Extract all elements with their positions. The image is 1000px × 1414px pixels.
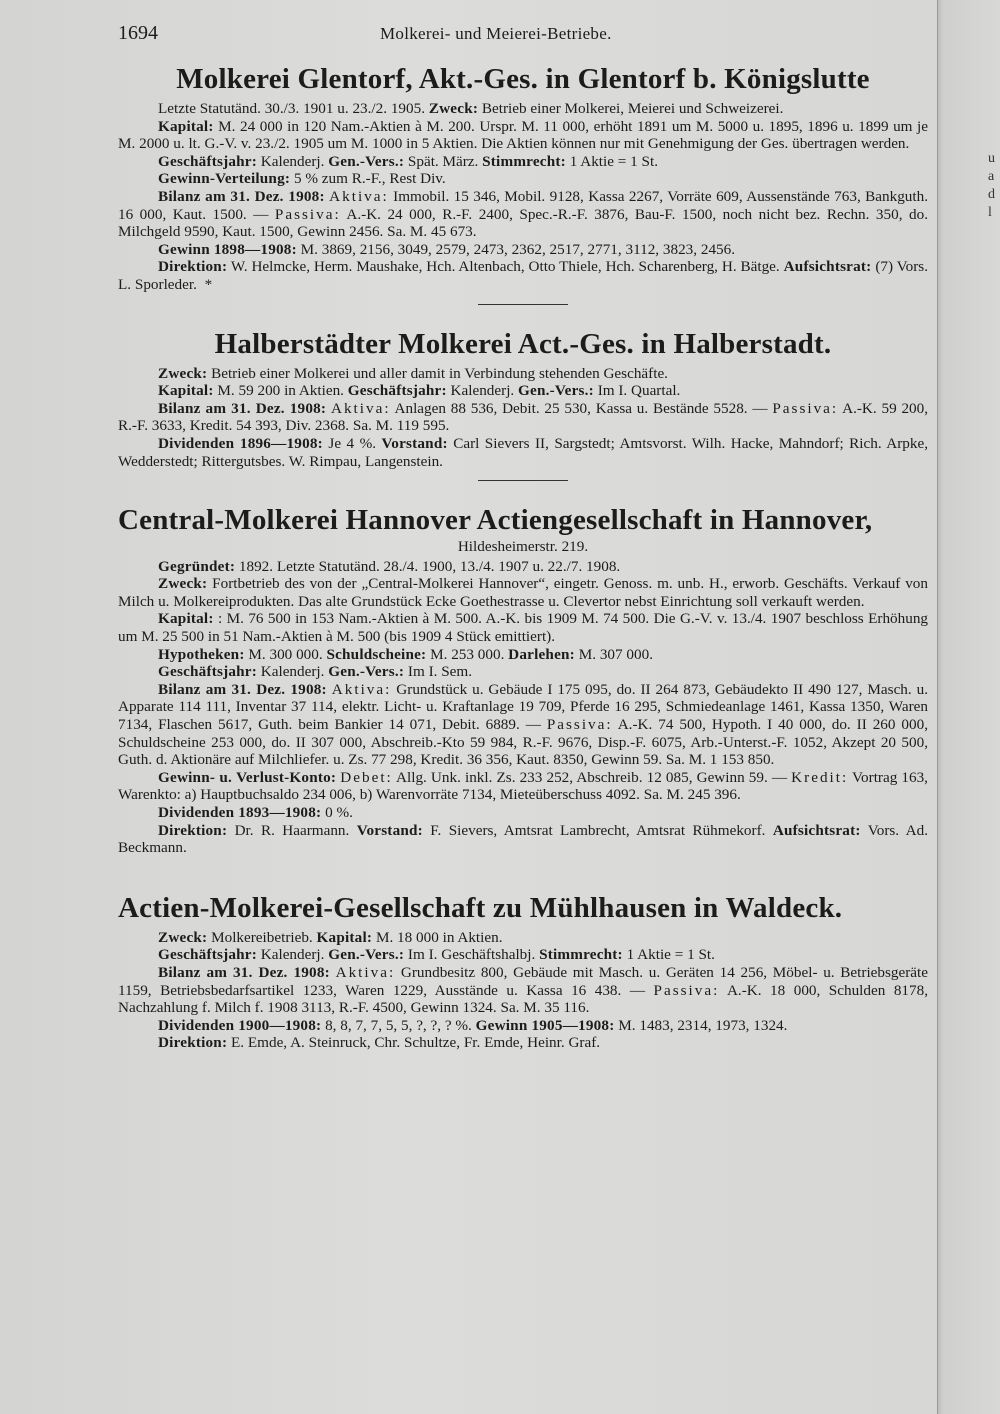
passiva-text: A.-K. 59 200, R.-F. 3633, Kredit. 54 393, Div. 2368. Sa. M. 119 595. [118,399,929,435]
gewinn-verteilung-text: 5 % zum R.-F., Rest Div. [293,170,446,188]
entry-text [118,153,928,171]
label-geschaeftsjahr: Geschäftsjahr: [347,382,447,400]
passiva-text: A.-K. 24 000, R.-F. 2400, Spec.-R.-F. 3876, Bau-F. 1500, noch nicht bez. Rechn. 350, do. Milchgeld 9590, Kaut. 1500, Gewinn 2456. Sa. M. 45 673. [118,205,928,241]
label-gewinn-verlust: Gewinn- u. Verlust-Konto: [158,768,337,786]
entry-text [118,118,928,153]
aktiva-text: Grundbesitz 800, Gebäude mit Masch. u. Geräten 14 256, Möbel- u. Betriebsgeräte 1159, Betriebsbedarfsartikel 1233, Waren 1229, Ausstände u. Kassa 16 438. — [118,963,929,999]
schuldscheine-text: M. 253 000. [430,645,505,663]
kapital-text: M. 18 000 in Aktien. [375,928,503,946]
aktiva-text: Grundstück u. Gebäude I 175 095, do. II 264 873, Gebäudekto II 490 127, Masch. u. Apparate 114 111, Inventar 37 114, elektr. Licht- u. Kraftanlage 19 709, Pferde 16 295, Schmiedeanlage 1461, Kassa 1350, Waren 7134, Flaschen 5617, Guth. beim Bankier 14 071, Debit. 6889. — [118,680,929,734]
entry-text [118,929,928,947]
entry-text [118,558,928,576]
label-dividenden: Dividenden 1900—1908: [158,1016,322,1034]
label-gen-vers: Gen.-Vers.: [328,946,405,964]
entry-central-molkerei-hannover [118,503,928,857]
margin-fragment: l [988,205,992,220]
aufsichtsrat-text: Vors. Ad. Beckmann. [118,821,928,857]
label-kapital: Kapital: [158,610,214,628]
entry-text [118,365,928,383]
direktion-text: W. Helmcke, Herm. Maushake, Hch. Altenbach, Otto Thiele, Hch. Scharenberg, H. Bätge. [230,258,780,276]
label-bilanz: Bilanz am 31. Dez. 1908: [158,680,327,698]
geschaeftsjahr-text: Kalenderj. [260,946,325,964]
label-aufsichtsrat: Aufsichtsrat: [783,258,872,276]
label-gen-vers: Gen.-Vers.: [518,382,594,400]
entry-text [118,258,928,293]
entry-text [118,575,928,610]
label-bilanz: Bilanz am 31. Dez. 1908: [158,399,327,417]
page-number: 1694 [118,22,158,44]
kapital-text: M. 59 200 in Aktien. [217,382,344,400]
label-passiva: Passiva: [546,716,613,734]
label-geschaeftsjahr: Geschäftsjahr: [158,946,257,964]
debet-text: Allg. Unk. inkl. Zs. 233 252, Abschreib. 12 085, Gewinn 59. — [396,768,788,786]
vorstand-text: F. Sievers, Amtsrat Lambrecht, Amtsrat Rühmekorf. [430,821,766,839]
label-gewinn: Gewinn 1898—1908: [158,240,297,258]
label-aktiva: Aktiva: [331,680,392,698]
entry-text [118,188,928,241]
label-zweck: Zweck: [158,575,208,593]
entry-title: Actien-Molkerei-Gesellschaft zu Mühlhausen in Waldeck. [118,891,843,924]
gen-vers-text: Im I. Quartal. [597,382,681,400]
dividenden-text: Je 4 %. [328,434,377,452]
entry-actien-molkerei-muehlhausen [118,891,928,1052]
dividenden-text: 8, 8, 7, 7, 5, 5, ?, ?, ? %. [325,1016,472,1034]
zweck-text: Betrieb einer Molkerei, Meierei und Schweizerei. [481,100,784,117]
running-title: Molkerei- und Meierei-Betriebe. [380,24,612,43]
label-vorstand: Vorstand: [381,434,448,452]
label-bilanz: Bilanz am 31. Dez. 1908: [158,187,325,205]
zweck-text: Betrieb einer Molkerei und aller damit in Verbindung stehenden Geschäfte. [211,364,668,382]
entry-text [118,610,928,645]
separator-rule [478,304,568,305]
label-kapital: Kapital: [158,382,214,400]
vorstand-text: Carl Sievers II, Sargstedt; Amtsvorst. Wilh. Hacke, Mahndorf; Rich. Arpke, Wedderstedt; Rittergutsbes. W. Rimpau, Langenstein. [118,434,929,470]
kredit-text: Vortrag 163, Warenkto: a) Hauptbuchsaldo 234 006, b) Warenvorräte 7134, Mieteüberschuss 4092. Sa. M. 245 396. [118,768,928,804]
kapital-text: M. 24 000 in 120 Nam.-Aktien à M. 200. Urspr. M. 11 000, erhöht 1891 um M. 5000 u. 1895, 1896 u. 1899 um je M. 2000 u. lt. G.-V. v. 23./2. 1905 um M. 1000 in 5 Aktien. Die Aktien können nur mit Genehmigung der Ges. übertragen werden. [118,117,929,153]
page-content [118,62,928,1052]
gen-vers-text: Im I. Sem. [407,663,473,681]
label-geschaeftsjahr: Geschäftsjahr: [158,152,257,170]
entry-text [118,241,928,259]
label-kapital: Kapital: [316,928,373,946]
entry-text [118,400,928,435]
label-passiva: Passiva: [653,981,720,999]
label-dividenden: Dividenden 1896—1908: [158,434,323,452]
running-head [118,22,938,48]
entry-text [118,663,928,681]
entry-text [118,646,928,664]
separator-rule [478,480,568,481]
label-direktion: Direktion: [158,258,228,276]
label-vorstand: Vorstand: [356,821,423,839]
zweck-text: Fortbetrieb des von der „Central-Molkerei Hannover“, eingetr. Genoss. m. unb. H., erworb. Geschäfts. Verkauf von Milch u. Molkereiprodukten. Das alte Grundstück Ecke Goethestrasse u. Clevertor nebst Einrichtung soll verkauft werden. [118,575,928,610]
margin-fragment: d [988,187,995,202]
entry-text [118,769,928,804]
label-gen-vers: Gen.-Vers.: [328,152,405,170]
label-gewinn: Gewinn 1905—1908: [475,1016,615,1034]
label-schuldscheine: Schuldscheine: [326,645,427,663]
label-dividenden: Dividenden 1893—1908: [158,804,322,821]
aktiva-text: Immobil. 15 346, Mobil. 9128, Kassa 2267, Vorräte 609, Aussenstände 763, Bankguth. 16 000, Kaut. 1500. — [118,187,929,223]
label-aktiva: Aktiva: [331,399,391,417]
entry-text [118,100,928,118]
stimmrecht-text: 1 Aktie = 1 St. [569,152,658,170]
margin-fragment: a [988,169,995,184]
label-hypotheken: Hypotheken: [158,645,245,663]
label-darlehen: Darlehen: [508,645,575,663]
entry-title: Halberstädter Molkerei Act.-Ges. in Halberstadt. [214,327,832,360]
label-direktion: Direktion: [158,1034,228,1052]
entry-text [118,435,928,470]
label-gen-vers: Gen.-Vers.: [328,663,405,681]
kapital-text: : M. 76 500 in 153 Nam.-Aktien à M. 500. A.-K. bis 1909 M. 74 500. Die G.-V. v. 13./4. 1907 beschloss Erhöhung um M. 25 500 in 51 Nam.-Aktien à M. 500 (bis 1909 4 Stück emittiert). [118,610,929,646]
label-direktion: Direktion: [158,821,228,839]
label-aktiva: Aktiva: [329,187,389,205]
margin-fragment: u [988,151,995,166]
label-stimmrecht: Stimmrecht: [482,152,566,170]
entry-text [118,946,928,964]
entry-title: Central-Molkerei Hannover Actiengesellschaft in Hannover, [118,504,873,537]
geschaeftsjahr-text: Kalenderj. [450,382,515,400]
entry-text [118,681,928,769]
entry-halberstaedter-molkerei [118,327,928,482]
label-zweck: Zweck: [158,364,208,382]
label-aktiva: Aktiva: [335,963,396,981]
direktion-text: E. Emde, A. Steinruck, Chr. Schultze, Fr. Emde, Heinr. Graf. [231,1034,601,1052]
label-gegruendet: Gegründet: [158,557,236,575]
label-zweck: Zweck: [428,100,479,117]
margin-fragments [988,150,1000,222]
passiva-text: A.-K. 18 000, Schulden 8178, Nachzahlung f. Milch f. 1908 3113, R.-F. 4500, Gewinn 1324. Sa. M. 35 116. [118,981,928,1017]
gewinn-text: M. 3869, 2156, 3049, 2579, 2473, 2362, 2517, 2771, 3112, 3823, 2456. [300,240,736,258]
stimmrecht-text: 1 Aktie = 1 St. [626,946,715,964]
direktion-text: Dr. R. Haarmann. [234,821,350,839]
label-kredit: Kredit: [791,768,849,786]
label-bilanz: Bilanz am 31. Dez. 1908: [158,963,330,981]
footnote-star: * [204,275,213,293]
label-passiva: Passiva: [772,399,839,417]
statute-text: Letzte Statutänd. 30./3. 1901 u. 23./2. 1905. [158,100,426,117]
aufsichtsrat-text: (7) Vors. L. Sporleder. [118,258,929,293]
entry-text [118,382,928,400]
label-stimmrecht: Stimmrecht: [539,946,623,964]
label-passiva: Passiva: [274,205,341,223]
label-kapital: Kapital: [158,117,214,135]
gen-vers-text: Im I. Geschäftshalbj. [407,946,536,964]
dividenden-text: 0 %. [325,804,353,821]
geschaeftsjahr-text: Kalenderj. [260,152,325,170]
hypotheken-text: M. 300 000. [248,645,323,663]
aktiva-text: Anlagen 88 536, Debit. 25 530, Kassa u. Bestände 5528. — [394,399,768,417]
gegruendet-text: 1892. Letzte Statutänd. 28./4. 1900, 13./4. 1907 u. 22./7. 1908. [238,557,621,575]
label-debet: Debet: [340,768,393,786]
geschaeftsjahr-text: Kalenderj. [260,663,325,681]
zweck-text: Molkereibetrieb. [211,928,313,946]
darlehen-text: M. 307 000. [578,645,653,663]
gen-vers-text: Spät. März. [407,152,479,170]
entry-address: Hildesheimerstr. 219. [457,538,589,556]
entry-molkerei-glentorf [118,62,928,305]
entry-text [118,804,928,822]
label-geschaeftsjahr: Geschäftsjahr: [158,663,257,681]
entry-text [118,1017,928,1035]
entry-text [118,964,928,1017]
entry-text [118,822,928,857]
entry-title: Molkerei Glentorf, Akt.-Ges. in Glentorf b. Königslutte [176,63,870,95]
label-zweck: Zweck: [158,928,208,946]
entry-text [118,170,928,188]
gewinn-text: M. 1483, 2314, 1973, 1324. [618,1016,788,1034]
passiva-text: A.-K. 74 500, Hypoth. I 40 000, do. II 260 000, Schuldscheine 253 000, do. II 307 000, Abschreib.-Kto 59 984, R.-F. 9676, Disp.-F. 6075, Arb.-Unterst.-F. 1052, Akzept 20 500, Guth. d. Aktionäre auf Milchliefer. u. Zs. 77 298, Kredit. 36 356, Kaut. 8350, Gewinn 59. Sa. M. 1 153 850. [118,716,928,769]
label-gewinn-verteilung: Gewinn-Verteilung: [158,170,291,188]
entry-text [118,1034,928,1052]
label-aufsichtsrat: Aufsichtsrat: [772,821,861,839]
